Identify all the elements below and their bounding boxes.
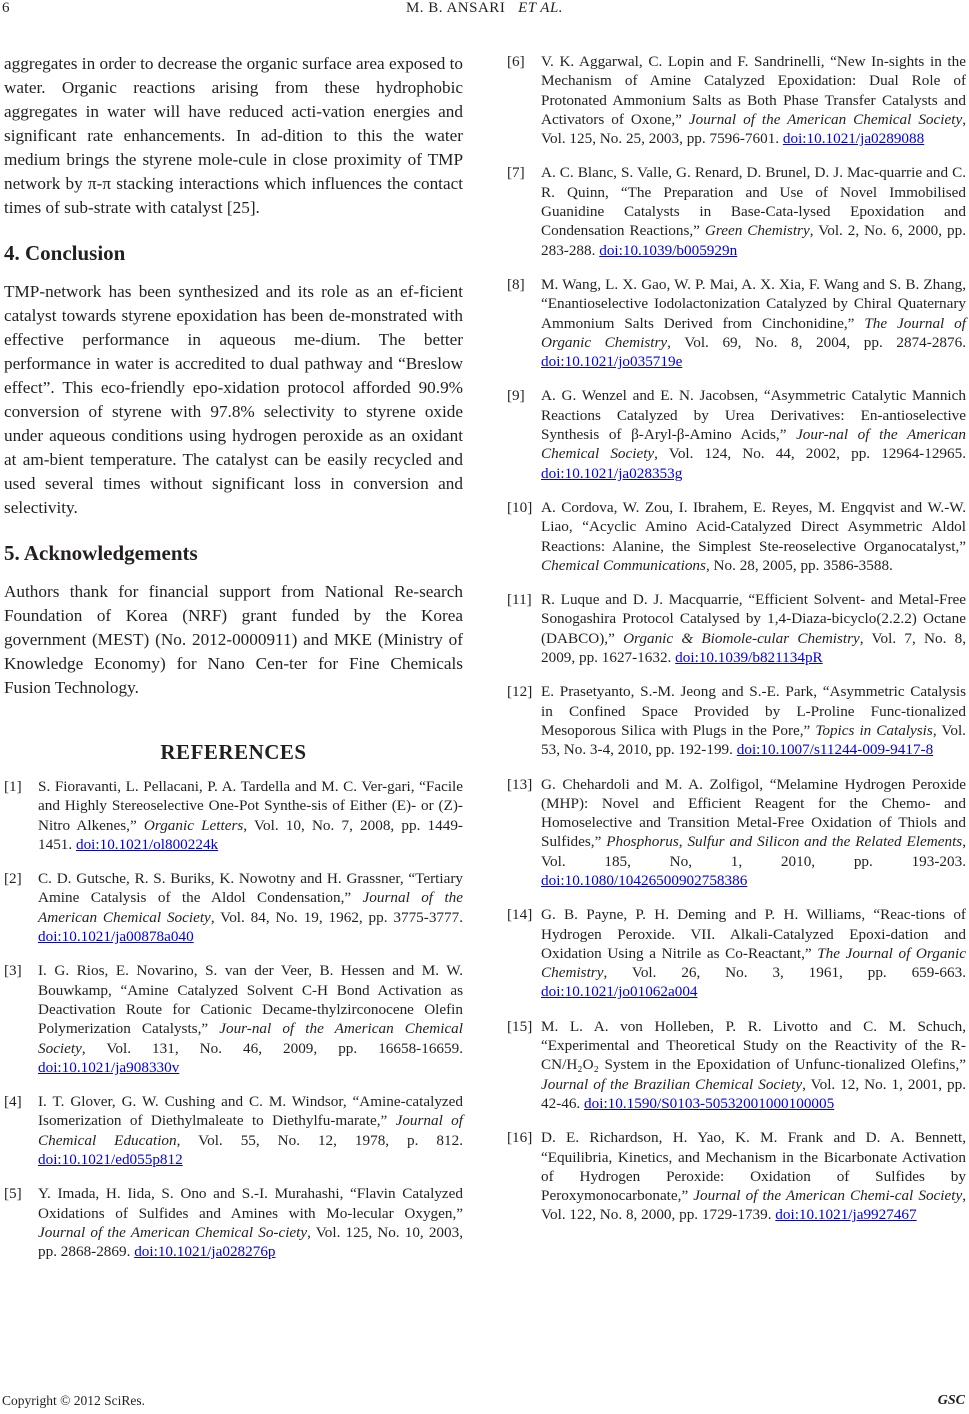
references-heading: REFERENCES [160,740,307,764]
reference-journal: Journal of the American Chemical Society [688,110,963,128]
reference-number: [6] [507,53,525,70]
reference-number: [4] [4,1093,22,1111]
reference-details: , Vol. 26, No. 3, 1961, pp. 659-663. [603,964,966,982]
reference-text [541,275,966,371]
reference-details: , Vol. 125, No. 25, 2003, pp. 7596-7601. [541,110,966,148]
reference-authors-title: A. Cordova, W. Zou, I. Ibrahem, E. Reyes, M. Engqvist and W.-W. Liao, “Acyclic Amino Acid-Catalyzed Direct Asymmetric Aldol Reactions: Alanine, the Simplest Ste-reoselective Organocatalyst,” [541,498,966,555]
reference-journal: Journal of the American Chemi-cal Society [693,1187,963,1205]
reference-doi-link[interactable]: doi:10.1021/jo01062a004 [541,983,698,1001]
reference-text [541,1128,966,1224]
reference-journal: Journal of Chemical Education [38,1112,463,1149]
reference-details: , Vol. 55, No. 12, 1978, p. 812. [176,1131,463,1149]
reference-doi-link[interactable]: doi:10.1039/b821134pR [675,649,823,667]
reference-item [507,1017,966,1113]
running-head [0,0,969,17]
reference-journal: Organic & Biomole-cular Chemistry [623,629,860,647]
reference-details: , Vol. 69, No. 8, 2004, pp. 2874-2876. [667,333,966,351]
reference-doi-link[interactable]: doi:10.1021/ja0289088 [782,130,925,148]
reference-details: , Vol. 122, No. 8, 2000, pp. 1729-1739. [541,1187,967,1224]
reference-authors-title: V. K. Aggarwal, C. Lopin and F. Sandrinelli, “New In-sights in the Mechanism of Amine Catalyzed Epoxidation: Dual Role of Protonated Ammonium Salts as Both Phase Transfer Catalysts and Activators of Oxone,” [541,53,966,128]
reference-details: , Vol. 7, No. 8, 2009, pp. 1627-1632. [541,629,966,667]
reference-journal: Green Chemistry [704,222,810,240]
reference-authors-title: I. T. Glover, G. W. Cushing and C. M. Windsor, “Amine-catalyzed Isomerization of Diethylmaleate to Diethylfu-marate,” [38,1093,463,1130]
reference-number: [5] [4,1185,22,1203]
reference-doi-link[interactable]: doi:10.1021/ja908330v [38,1058,180,1076]
reference-journal: Journal of the Brazilian Chemical Society [541,1075,803,1093]
reference-item [507,275,966,371]
reference-item [507,386,966,482]
reference-details: , Vol. 2, No. 6, 2000, pp. 283-288. [541,222,967,259]
reference-item [507,590,966,667]
reference-authors-title: C. D. Gutsche, R. S. Buriks, K. Nowotny and H. Grassner, “Tertiary Amine Catalysis of the Aldol Condensation,” [38,870,463,907]
reference-details: , No. 28, 2005, pp. 3586-3588. [705,556,893,574]
running-head-et-al: ET AL. [518,0,564,16]
reference-authors-title: D. E. Richardson, H. Yao, K. M. Frank and D. A. Bennett, “Equilibria, Kinetics, and Mechanism in the Bicarbonate Activation of Hydrogen Peroxide: Oxidation of Sulfides by Peroxymonocarbonate,” [541,1129,966,1205]
reference-text [541,1017,966,1113]
reference-details: , Vol. 125, No. 10, 2003, pp. 2868-2869. [38,1223,464,1261]
references-list-right [507,52,966,1225]
reference-doi-link[interactable]: doi:10.1021/ja00878a040 [38,928,194,946]
journal-abbrev: GSC [937,1393,965,1408]
reference-item [4,869,463,946]
reference-doi-link[interactable]: doi:10.1007/s11244-009-9417-8 [736,741,934,759]
reference-details: , Vol. 10, No. 7, 2008, pp. 1449-1451. [38,816,463,853]
references-list-left [4,777,463,1262]
reference-item [507,52,966,148]
reference-journal: Jour-nal of the American Chemical Society [38,1020,463,1057]
reference-doi-link[interactable]: doi:10.1021/jo035719e [541,353,683,371]
reference-authors-title: I. G. Rios, E. Novarino, S. van der Veer, B. Hessen and M. W. Bouwkamp, “Amine Catalyzed Solvent C-H Bond Activation as Deactivation Route for Cationic Decame-thylzirconocene Olefin Polymerization Catalysts,” [38,962,463,1038]
reference-text [38,869,463,946]
reference-doi-link[interactable]: doi:10.1039/b005929n [599,241,738,259]
reference-details: , Vol. 84, No. 19, 1962, pp. 3775-3777. [210,908,463,926]
reference-text [38,1092,463,1169]
reference-authors-title: M. L. A. von Holleben, P. R. Livotto and C. M. Schuch, “Experimental and Theoretical Study on the Reactivity of the R-CN/H₂O₂ System in the Epoxidation of Unfunc-tionalized Olefins,” [541,1017,966,1074]
reference-number: [15] [507,1017,533,1035]
reference-details: , Vol. 53, No. 3-4, 2010, pp. 192-199. [541,721,966,759]
reference-number: [13] [507,775,533,793]
reference-authors-title: M. Wang, L. X. Gao, W. P. Mai, A. X. Xia, F. Wang and S. B. Zhang, “Enantioselective Iodolactonization Catalyzed by Chiral Quaternary Ammonium Salts Derived from Cinchonidine,” [541,275,966,332]
reference-journal: The Journal of Organic Chemistry [541,314,966,351]
reference-text [541,590,966,667]
reference-details: , Vol. 185, No, 1, 2010, pp. 193-203. [541,833,966,870]
acknowledgements-heading: 5. Acknowledgements [4,541,198,565]
reference-doi-link[interactable]: doi:10.1021/ja028276p [134,1243,276,1261]
reference-authors-title: S. Fioravanti, L. Pellacani, P. A. Tardella and M. C. Ver-gari, “Facile and Highly Stereoselective One-Pot Synthe-sis of Either (E)- or (Z)-Nitro Alkenes,” [38,778,463,834]
reference-text [541,52,966,148]
reference-item [507,905,966,1001]
right-column [507,52,966,1240]
reference-number: [2] [4,870,22,888]
reference-journal: Jour-nal of the American Chemical Society [541,426,966,463]
reference-doi-link[interactable]: doi:10.1021/ed055p812 [38,1151,183,1169]
reference-doi-link[interactable]: doi:10.1080/10426500902758386 [541,871,748,889]
reference-journal: Journal of the American Chemical So-ciety [38,1223,308,1241]
reference-authors-title: E. Prasetyanto, S.-M. Jeong and S.-E. Park, “Asymmetric Catalysis in Confined Space Provided by L-Proline Func-tionalized Mesoporous Silica with Plugs in the Pore,” [541,683,966,739]
reference-number: [10] [507,498,533,516]
page-number: 6 [2,0,10,16]
reference-doi-link[interactable]: doi:10.1590/S0103-50532001000100005 [584,1094,835,1112]
reference-number: [11] [507,591,532,609]
reference-authors-title: G. Chehardoli and M. A. Zolfigol, “Melamine Hydrogen Peroxide (MHP): Novel and Efficient Reagent for the Chemo- and Homoselective and Transition Metal-Free Oxidation of Thiols and Sulfides,” [541,775,966,851]
reference-number: [3] [4,962,22,980]
reference-authors-title: G. B. Payne, P. H. Deming and P. H. Williams, “Reac-tions of Hydrogen Peroxide. VII. Alkali-Catalyzed Epoxi-dation and Oxidation Using a Nitrile as Co-Reactant,” [541,906,966,962]
reference-text [541,775,966,891]
reference-text [38,777,463,854]
reference-item [507,682,966,759]
reference-text [38,961,463,1077]
reference-text [541,905,966,1001]
copyright-notice: Copyright © 2012 SciRes. [2,1393,146,1408]
reference-number: [1] [4,778,22,795]
reference-doi-link[interactable]: doi:10.1021/ja9927467 [775,1206,917,1224]
reference-doi-link[interactable]: doi:10.1021/ol800224k [75,835,219,853]
reference-journal: The Journal of Organic Chemistry [541,944,966,982]
reference-authors-title: R. Luque and D. J. Macquarrie, “Efficient Solvent- and Metal-Free Sonogashira Protocol Catalysed by 1,4-Diaza-bicyclo(2.2.2) Octane (DABCO),” [541,591,966,647]
reference-authors-title: A. G. Wenzel and E. N. Jacobsen, “Asymmetric Catalytic Mannich Reactions Catalyzed by Urea Derivatives: En-antioselective Synthesis of β-Aryl-β-Amino Acids,” [541,387,966,444]
reference-number: [12] [507,683,533,701]
acknowledgements-paragraph: Authors thank for financial support from National Re-search Foundation of Korea (NRF) grant funded by the Korea government (MEST) (No. 2012-0000911) and MKE (Ministry of Knowledge Economy) for Nano Cen-ter for Fine Chemicals Fusion Technology. [4,582,463,697]
reference-authors-title: Y. Imada, H. Iida, S. Ono and S.-I. Murahashi, “Flavin Catalyzed Oxidations of Sulfides and Amines with Mo-lecular Oxygen,” [38,1185,463,1222]
reference-details: , Vol. 131, No. 46, 2009, pp. 16658-16659. [81,1039,463,1057]
reference-details: , Vol. 124, No. 44, 2002, pp. 12964-12965. [654,445,966,463]
reference-item [4,961,463,1077]
reference-number: [9] [507,387,525,405]
reference-journal: Topics in Catalysis [815,721,933,739]
reference-number: [8] [507,275,525,293]
reference-item [507,1128,966,1224]
conclusion-heading: 4. Conclusion [4,241,126,265]
reference-number: [7] [507,164,525,182]
reference-item [507,163,966,259]
reference-item [507,498,966,575]
running-head-author: M. B. ANSARI [405,0,506,16]
reference-item [4,1092,463,1169]
conclusion-paragraph: TMP-network has been synthesized and its role as an ef-ficient catalyst towards styrene epoxidation has been de-monstrated with effective performance in aqueous me-dium. The better performance in water is accredited to dual pathway and “Breslow effect”. This eco-friendly epo-xidation protocol afforded 90.9% conversion of styrene with 97.8% selectivity to styrene oxide under aqueous conditions using hydrogen peroxide as an oxidant at am-bient temperature. The catalyst can be easily recycled and used several times without significant loss in conversion and selectivity. [4,282,463,517]
reference-doi-link[interactable]: doi:10.1021/ja028353g [541,464,683,482]
reference-item [4,1184,463,1261]
reference-text [38,1184,463,1261]
reference-authors-title: A. C. Blanc, S. Valle, G. Renard, D. Brunel, D. J. Mac-quarrie and C. R. Quinn, “The Preparation and Use of Novel Immobilised Guanidine Catalysts in Base-Cata-lysed Epoxidation and Condensation Reactions,” [541,164,966,240]
left-column [4,52,463,1277]
reference-text [541,498,966,575]
reference-journal: Phosphorus, Sulfur and Silicon and the Related Elements [606,833,963,851]
reference-details: , Vol. 12, No. 1, 2001, pp. 42-46. [541,1075,966,1112]
reference-text [541,682,966,759]
reference-number: [16] [507,1129,533,1147]
reference-item [4,777,463,854]
reference-text [541,386,966,482]
reference-journal: Organic Letters [143,816,244,834]
reference-number: [14] [507,906,533,924]
reference-text [541,163,966,259]
reference-journal: Journal of the American Chemical Society [38,889,463,926]
intro-paragraph: aggregates in order to decrease the organic surface area exposed to water. Organic reactions arising from these hydrophobic aggregates in water will have reduced acti-vation energies and significant rate enhancements. In ad-dition to this the water medium brings the styrene mole-cule in close proximity of TMP network by π-π stacking interactions which influences the contact times of sub-strate with catalyst [25]. [4,54,463,217]
reference-journal: Chemical Communications [541,556,706,574]
reference-item [507,775,966,891]
